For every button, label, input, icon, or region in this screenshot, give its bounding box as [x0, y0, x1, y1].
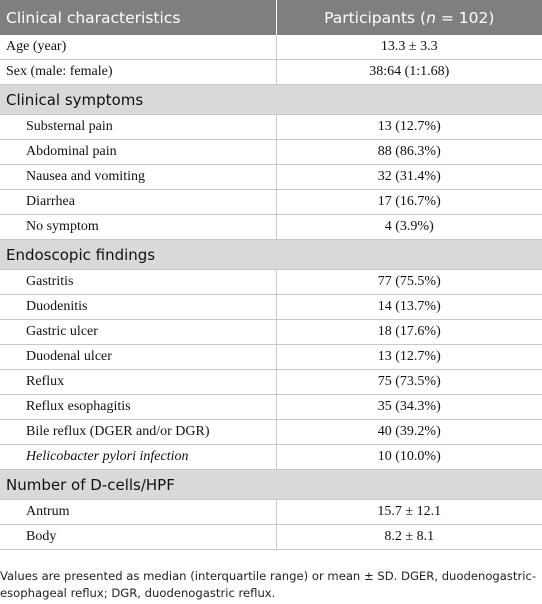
section-title: Endoscopic findings — [0, 240, 542, 270]
section-title: Clinical symptoms — [0, 85, 542, 115]
row-value: 10 (10.0%) — [276, 445, 542, 470]
table-row — [0, 190, 542, 215]
row-label: Substernal pain — [0, 115, 276, 140]
row-value: 13 (12.7%) — [276, 115, 542, 140]
row-value: 15.7 ± 12.1 — [276, 500, 542, 525]
row-label: Antrum — [0, 500, 276, 525]
table-row — [0, 115, 542, 140]
row-label-age: Age (year) — [0, 35, 276, 60]
row-label: Abdominal pain — [0, 140, 276, 165]
row-value: 40 (39.2%) — [276, 420, 542, 445]
table-row — [0, 320, 542, 345]
row-label: Bile reflux (DGER and/or DGR) — [0, 420, 276, 445]
table-row — [0, 525, 542, 550]
row-value: 17 (16.7%) — [276, 190, 542, 215]
section-title: Number of D-cells/HPF — [0, 470, 542, 500]
section-header-clinical-symptoms — [0, 85, 542, 115]
row-label: No symptom — [0, 215, 276, 240]
row-label: Duodenal ulcer — [0, 345, 276, 370]
row-label: Helicobacter pylori infection — [0, 445, 276, 470]
row-label: Gastric ulcer — [0, 320, 276, 345]
row-value: 32 (31.4%) — [276, 165, 542, 190]
row-label-sex: Sex (male: female) — [0, 60, 276, 85]
table-row — [0, 295, 542, 320]
table-row — [0, 370, 542, 395]
header-participants: Participants (n = 102) — [276, 0, 542, 35]
table-header-row — [0, 0, 542, 35]
row-value: 8.2 ± 8.1 — [276, 525, 542, 550]
row-label: Body — [0, 525, 276, 550]
table-row — [0, 140, 542, 165]
row-label: Duodenitis — [0, 295, 276, 320]
table-row — [0, 395, 542, 420]
table-footnote: Values are presented as median (interquartile range) or mean ± SD. DGER, duodenogastric-esophageal reflux; DGR, duodenogastric reflux. — [0, 569, 537, 600]
table-row — [0, 270, 542, 295]
table-row — [0, 345, 542, 370]
row-value: 14 (13.7%) — [276, 295, 542, 320]
section-header-d-cells — [0, 470, 542, 500]
row-value: 88 (86.3%) — [276, 140, 542, 165]
header-clinical-characteristics: Clinical characteristics — [0, 0, 276, 35]
table-row — [0, 420, 542, 445]
row-value: 4 (3.9%) — [276, 215, 542, 240]
row-value-age: 13.3 ± 3.3 — [276, 35, 542, 60]
table-row — [0, 445, 542, 470]
row-value: 35 (34.3%) — [276, 395, 542, 420]
row-value: 75 (73.5%) — [276, 370, 542, 395]
table-row — [0, 215, 542, 240]
row-label: Nausea and vomiting — [0, 165, 276, 190]
row-value: 18 (17.6%) — [276, 320, 542, 345]
table-row — [0, 60, 542, 85]
table-row — [0, 35, 542, 60]
table-row — [0, 500, 542, 525]
row-label: Reflux — [0, 370, 276, 395]
row-value-sex: 38:64 (1:1.68) — [276, 60, 542, 85]
row-value: 77 (75.5%) — [276, 270, 542, 295]
row-value: 13 (12.7%) — [276, 345, 542, 370]
row-label: Gastritis — [0, 270, 276, 295]
table-row — [0, 165, 542, 190]
row-label: Reflux esophagitis — [0, 395, 276, 420]
row-label: Diarrhea — [0, 190, 276, 215]
section-header-endoscopic-findings — [0, 240, 542, 270]
